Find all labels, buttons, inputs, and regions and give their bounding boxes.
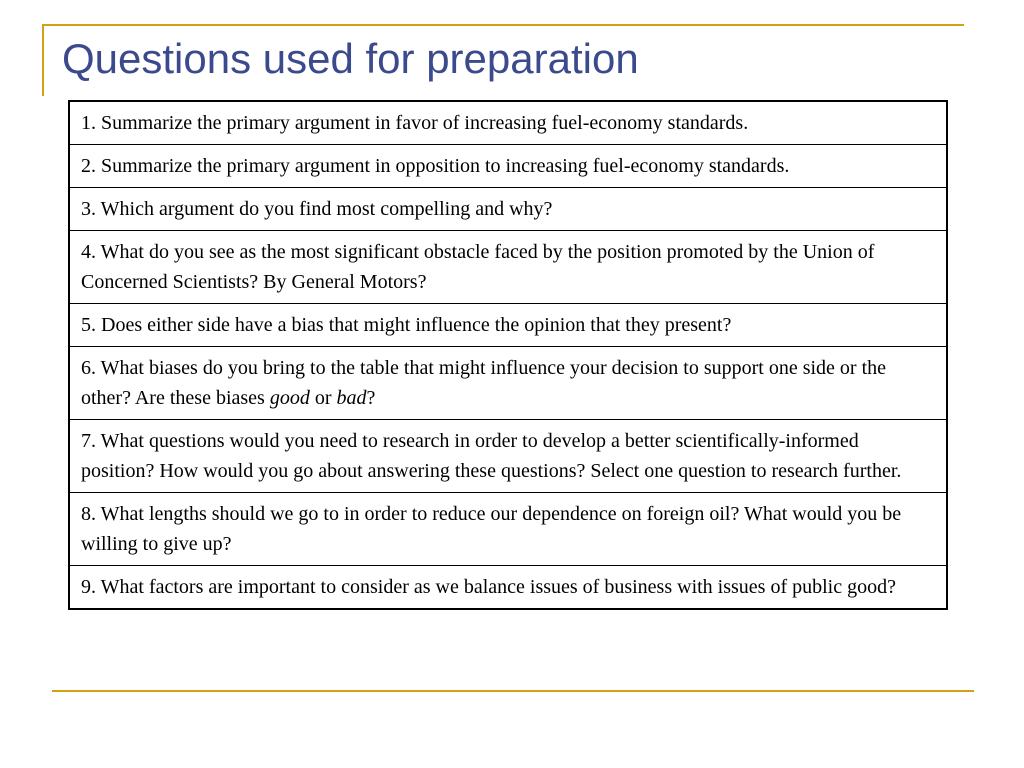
- question-6-text-before: 6. What biases do you bring to the table that might influence your decision to support one side or the other? Are these biases: [81, 357, 887, 409]
- table-row: [69, 493, 947, 566]
- table-row: [69, 145, 947, 188]
- questions-table: [68, 100, 948, 610]
- top-divider-line: [42, 24, 964, 26]
- question-2: 2. Summarize the primary argument in opposition to increasing fuel-economy standards.: [69, 145, 947, 188]
- title-accent-bar: [42, 24, 44, 96]
- question-8: 8. What lengths should we go to in order to reduce our dependence on foreign oil? What would you be willing to give up?: [69, 493, 947, 566]
- question-5: 5. Does either side have a bias that might influence the opinion that they present?: [69, 304, 947, 347]
- question-4: 4. What do you see as the most significant obstacle faced by the position promoted by the Union of Concerned Scientists? By General Motors?: [69, 231, 947, 304]
- table-row: [69, 304, 947, 347]
- table-row: [69, 420, 947, 493]
- question-6-text-after: ?: [366, 387, 376, 409]
- table-row: [69, 231, 947, 304]
- question-6: [69, 347, 947, 420]
- question-6-text-middle: or: [309, 387, 337, 409]
- question-3: 3. Which argument do you find most compelling and why?: [69, 188, 947, 231]
- table-row: [69, 566, 947, 610]
- slide-title: Questions used for preparation: [62, 35, 639, 82]
- question-6-italic-good: good: [269, 387, 310, 409]
- bottom-divider-line: [52, 690, 974, 692]
- question-6-italic-bad: bad: [336, 387, 367, 409]
- table-row: [69, 347, 947, 420]
- table-row: [69, 101, 947, 145]
- question-1: 1. Summarize the primary argument in favor of increasing fuel-economy standards.: [69, 101, 947, 145]
- table-row: [69, 188, 947, 231]
- question-7: 7. What questions would you need to research in order to develop a better scientifically-informed position? How would you go about answering these questions? Select one question to research further.: [69, 420, 947, 493]
- question-9: 9. What factors are important to consider as we balance issues of business with issues of public good?: [69, 566, 947, 610]
